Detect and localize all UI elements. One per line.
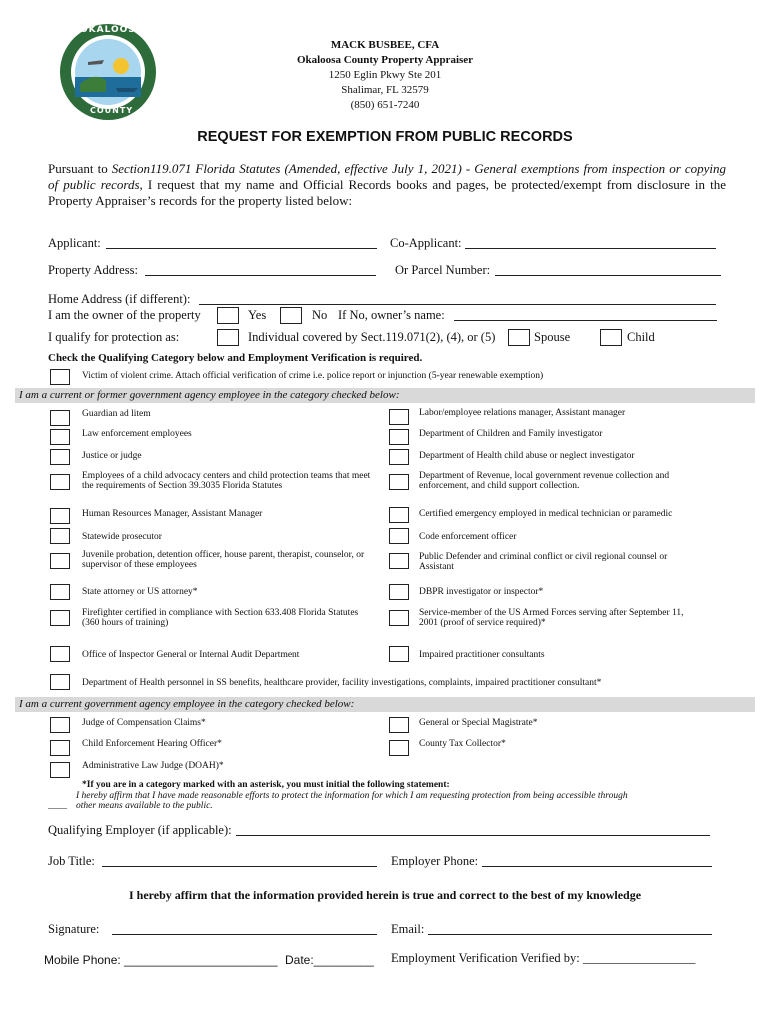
office-name: Okaloosa County Property Appraiser xyxy=(296,54,474,66)
left-item-10: Office of Inspector General or Internal Audit Department xyxy=(82,650,300,660)
co-applicant-label: Co-Applicant: xyxy=(390,236,462,250)
email-label: Email: xyxy=(391,922,425,936)
left-checkbox-2[interactable] xyxy=(50,429,70,445)
qualifying-employer-field[interactable] xyxy=(236,835,710,836)
owner-no-checkbox[interactable] xyxy=(280,307,302,324)
asterisk-heading: *If you are in a category marked with an asterisk, you must initial the following statement: xyxy=(82,780,450,790)
co-applicant-field[interactable] xyxy=(465,248,716,249)
right-checkbox-3[interactable] xyxy=(389,449,409,465)
current-left-checkbox-3[interactable] xyxy=(50,762,70,778)
owner-no-label: No xyxy=(312,308,328,322)
victim-checkbox[interactable] xyxy=(50,369,70,385)
current-left-checkbox-1[interactable] xyxy=(50,717,70,733)
left-checkbox-5[interactable] xyxy=(50,508,70,524)
right-checkbox-2[interactable] xyxy=(389,429,409,445)
right-item-10: Impaired practitioner consultants xyxy=(419,650,545,660)
spouse-label: Spouse xyxy=(534,330,571,344)
current-band: I am a current government agency employee in the category checked below: xyxy=(15,697,755,712)
qualify-label: I qualify for protection as: xyxy=(48,330,180,344)
child-checkbox[interactable] xyxy=(600,329,622,346)
appraiser-name: MACK BUSBEE, CFA xyxy=(330,39,440,51)
health-checkbox[interactable] xyxy=(50,674,70,690)
individual-label: Individual covered by Sect.119.071(2), (4), or (5) xyxy=(248,330,496,344)
current-right-item-2: County Tax Collector* xyxy=(419,739,506,749)
affirm-statement: I hereby affirm that the information provided herein is true and correct to the best of my knowledge xyxy=(128,888,642,902)
asterisk-statement: I hereby affirm that I have made reasonable efforts to protect the information for which I am requesting protection from being accessible through xyxy=(76,791,628,801)
left-checkbox-10[interactable] xyxy=(50,646,70,662)
right-item-1: Labor/employee relations manager, Assistant manager xyxy=(419,408,626,418)
left-item-3: Justice or judge xyxy=(82,451,142,461)
employer-phone-field[interactable] xyxy=(482,866,712,867)
form-title: REQUEST FOR EXEMPTION FROM PUBLIC RECORDS xyxy=(197,129,573,145)
left-item-1: Guardian ad litem xyxy=(82,409,151,419)
right-checkbox-5[interactable] xyxy=(389,507,409,523)
right-item-3: Department of Health child abuse or neglect investigator xyxy=(419,451,635,461)
property-address-field[interactable] xyxy=(145,275,376,276)
signature-field[interactable] xyxy=(112,934,377,935)
left-checkbox-9[interactable] xyxy=(50,610,70,626)
qualifying-employer-label: Qualifying Employer (if applicable): xyxy=(48,823,232,837)
right-item-9: Service-member of the US Armed Forces serving after September 11, 2001 (proof of service required)* xyxy=(419,608,684,628)
verified-by-field[interactable]: Employment Verification Verified by: __________________ xyxy=(391,951,696,965)
email-field[interactable] xyxy=(428,934,712,935)
employer-phone-label: Employer Phone: xyxy=(391,854,479,868)
current-former-band: I am a current or former government agency employee in the category checked below: xyxy=(15,388,755,403)
asterisk-initial-blank[interactable]: ____ xyxy=(48,801,67,811)
left-checkbox-4[interactable] xyxy=(50,474,70,490)
office-phone: (850) 651-7240 xyxy=(350,99,420,111)
owner-yes-label: Yes xyxy=(248,308,267,322)
left-item-7: Juvenile probation, detention officer, house parent, therapist, counselor, or supervisor of these employees xyxy=(82,550,365,570)
office-address-line2: Shalimar, FL 32579 xyxy=(341,84,429,96)
victim-label: Victim of violent crime. Attach official verification of crime i.e. police report or injunction (5-year renewable exemption) xyxy=(82,371,544,381)
left-item-6: Statewide prosecutor xyxy=(82,532,162,542)
current-right-item-1: General or Special Magistrate* xyxy=(419,718,538,728)
child-label: Child xyxy=(627,330,655,344)
asterisk-statement-end: other means available to the public. xyxy=(76,801,213,811)
seal-bottom-text: COUNTY xyxy=(90,106,134,115)
current-left-checkbox-2[interactable] xyxy=(50,740,70,756)
left-item-4: Employees of a child advocacy centers and child protection teams that meet the requirements of Section 39.3035 Florida Statutes xyxy=(82,471,371,491)
signature-label: Signature: xyxy=(48,922,100,936)
owner-name-field[interactable] xyxy=(454,320,717,321)
applicant-label: Applicant: xyxy=(48,236,101,250)
current-right-checkbox-2[interactable] xyxy=(389,740,409,756)
spouse-checkbox[interactable] xyxy=(508,329,530,346)
left-item-5: Human Resources Manager, Assistant Manager xyxy=(82,509,263,519)
right-checkbox-7[interactable] xyxy=(389,553,409,569)
left-checkbox-1[interactable] xyxy=(50,410,70,426)
applicant-field[interactable] xyxy=(106,248,377,249)
right-item-8: DBPR investigator or inspector* xyxy=(419,587,544,597)
left-item-8: State attorney or US attorney* xyxy=(82,587,198,597)
individual-checkbox[interactable] xyxy=(217,329,239,346)
job-title-label: Job Title: xyxy=(48,854,95,868)
right-checkbox-4[interactable] xyxy=(389,474,409,490)
left-checkbox-6[interactable] xyxy=(50,528,70,544)
intro-part1: Pursuant to xyxy=(48,161,112,176)
health-item: Department of Health personnel in SS benefits, healthcare provider, facility investigations, complaints, impaired practitioner consultant* xyxy=(82,678,602,688)
left-checkbox-8[interactable] xyxy=(50,584,70,600)
owner-question-label: I am the owner of the property xyxy=(48,308,201,322)
right-item-5: Certified emergency employed in medical technician or paramedic xyxy=(419,509,673,519)
right-item-2: Department of Children and Family investigator xyxy=(419,429,603,439)
owner-name-label: If No, owner’s name: xyxy=(338,308,445,322)
left-checkbox-3[interactable] xyxy=(50,449,70,465)
owner-yes-checkbox[interactable] xyxy=(217,307,239,324)
left-item-9: Firefighter certified in compliance with Section 633.408 Florida Statutes (360 hours of training) xyxy=(82,608,359,628)
home-address-field[interactable] xyxy=(199,304,716,305)
property-address-label: Property Address: xyxy=(48,263,138,277)
left-checkbox-7[interactable] xyxy=(50,553,70,569)
current-left-item-3: Administrative Law Judge (DOAH)* xyxy=(82,761,224,771)
right-checkbox-8[interactable] xyxy=(389,584,409,600)
mobile-phone-field[interactable]: Mobile Phone: _______________________ xyxy=(44,953,278,967)
right-item-4: Department of Revenue, local government revenue collection and enforcement, and child support collection. xyxy=(419,471,670,491)
office-address-line1: 1250 Eglin Pkwy Ste 201 xyxy=(328,69,442,81)
home-address-label: Home Address (if different): xyxy=(48,292,191,306)
left-item-2: Law enforcement employees xyxy=(82,429,192,439)
parcel-number-field[interactable] xyxy=(495,275,721,276)
current-left-item-2: Child Enforcement Hearing Officer* xyxy=(82,739,222,749)
right-checkbox-6[interactable] xyxy=(389,528,409,544)
intro-part3: , I request that my name and Official Records books and pages, be protected/exempt from disclosure in the Property Appraiser’s records for the property listed below: xyxy=(48,177,727,208)
right-item-7: Public Defender and criminal conflict or civil regional counsel or Assistant xyxy=(419,552,668,572)
current-left-item-1: Judge of Compensation Claims* xyxy=(82,718,206,728)
date-field[interactable]: Date:_________ xyxy=(285,953,374,967)
job-title-field[interactable] xyxy=(102,866,377,867)
parcel-number-label: Or Parcel Number: xyxy=(395,263,491,277)
right-item-6: Code enforcement officer xyxy=(419,532,517,542)
current-right-checkbox-1[interactable] xyxy=(389,717,409,733)
intro-statute: Section119.071 Florida Statutes (Amended, effective July 1, 2021) - General exemptions from inspection or copying of public records xyxy=(48,161,726,192)
right-checkbox-10[interactable] xyxy=(389,646,409,662)
right-checkbox-1[interactable] xyxy=(389,409,409,425)
seal-top-text: OKALOOSA xyxy=(80,25,144,35)
check-heading: Check the Qualifying Category below and Employment Verification is required. xyxy=(48,352,423,364)
right-checkbox-9[interactable] xyxy=(389,610,409,626)
intro-paragraph xyxy=(48,161,726,209)
